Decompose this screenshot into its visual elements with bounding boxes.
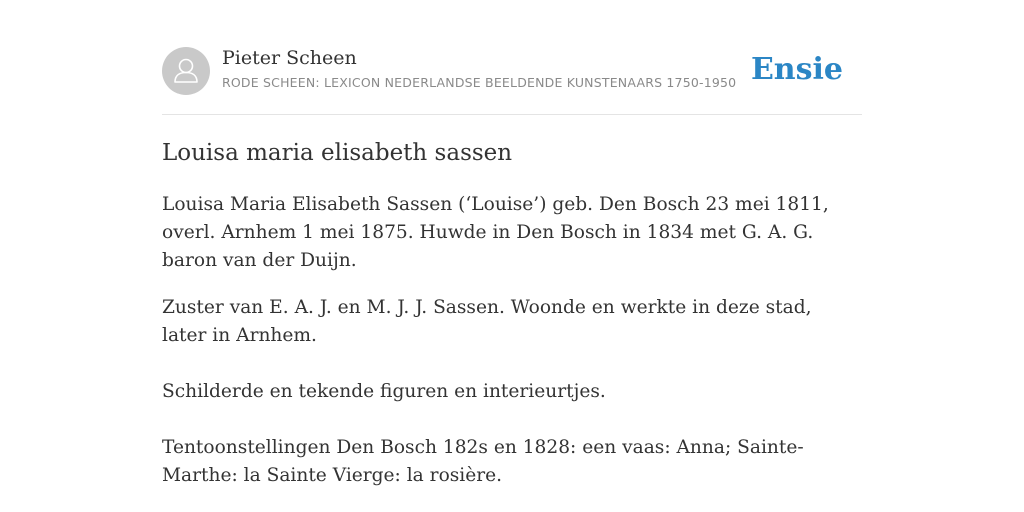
ensie-logo[interactable]: Ensie (750, 52, 843, 87)
author-name[interactable]: Pieter Scheen (222, 47, 357, 69)
user-placeholder-icon (162, 47, 210, 95)
article-body (162, 136, 862, 490)
article-paragraph: Louisa Maria Elisabeth Sassen (‘Louise’) geb. Den Bosch 23 mei 1811, overl. Arnhem 1 mei 1875. Huwde in Den Bosch in 1834 met G. A. G. baron van der Duijn. (162, 194, 829, 271)
article-paragraph: Zuster van E. A. J. en M. J. J. Sassen. Woonde en werkte in deze stad, later in Arnhem. (162, 297, 812, 346)
article-paragraph: Schilderde en tekende figuren en interieurtjes. (162, 381, 606, 402)
article-paragraph: Tentoonstellingen Den Bosch 182s en 1828: een vaas: Anna; Sainte-Marthe: la Sainte Vierge: la rosière. (162, 437, 804, 486)
article-title: Louisa maria elisabeth sassen (162, 140, 513, 166)
source-title[interactable]: RODE SCHEEN: LEXICON NEDERLANDSE BEELDENDE KUNSTENAARS 1750-1950 (222, 75, 737, 90)
avatar[interactable] (162, 47, 210, 95)
author-header (162, 46, 862, 115)
